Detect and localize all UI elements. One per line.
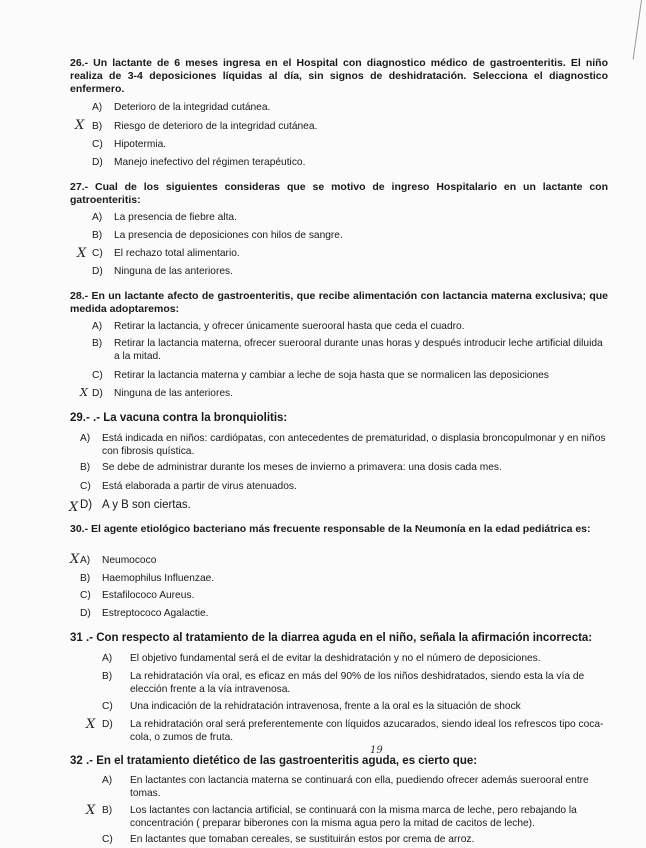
option-text: Ninguna de las anteriores. bbox=[114, 266, 233, 277]
option-text: Riesgo de deterioro de la integridad cutánea. bbox=[114, 121, 318, 132]
option-text: Una indicación de la rehidratación intravenosa, frente a la oral es la situación de shock bbox=[130, 701, 521, 712]
q29-option-a bbox=[80, 433, 608, 458]
option-letter: B) bbox=[80, 462, 91, 473]
option-text: Deterioro de la integridad cutánea. bbox=[114, 102, 271, 113]
option-letter: C) bbox=[102, 834, 113, 845]
option-letter: A) bbox=[92, 321, 103, 332]
option-letter: B) bbox=[92, 230, 103, 241]
option-text: El rechazo total alimentario. bbox=[114, 248, 240, 259]
option-letter: D) bbox=[80, 499, 93, 511]
option-letter: D) bbox=[92, 388, 103, 399]
option-text: La presencia de deposiciones con hilos de sangre. bbox=[114, 230, 343, 241]
q29-option-d bbox=[80, 499, 608, 512]
option-text: Retirar la lactancia, y ofrecer únicamente suerooral hasta que ceda el cuadro. bbox=[114, 321, 465, 332]
option-text: Estafilococo Aureus. bbox=[102, 590, 195, 601]
question-30: 30.- El agente etiológico bacteriano más frecuente responsable de la Neumonía en la edad pediátrica es: bbox=[70, 523, 591, 535]
q29-option-c bbox=[80, 481, 608, 494]
option-letter: A) bbox=[92, 212, 103, 223]
option-text: Retirar la lactancia materna y cambiar a leche de soja hasta que se normalicen las deposiciones bbox=[114, 370, 549, 381]
q28-option-d bbox=[92, 388, 604, 401]
option-text: La rehidratación vía oral, es eficaz en más del 90% de los niños deshidratados, siendo esta la vía de elección frente a la vía intravenosa. bbox=[130, 671, 585, 695]
option-text: Manejo inefectivo del régimen terapéutico. bbox=[114, 157, 306, 168]
option-letter: A) bbox=[80, 555, 91, 566]
option-letter: D) bbox=[80, 608, 91, 619]
option-letter: A) bbox=[80, 433, 91, 444]
option-text: A y B son ciertas. bbox=[102, 499, 191, 511]
option-letter: B) bbox=[92, 121, 103, 132]
q26-option-b bbox=[92, 121, 592, 134]
option-letter: B) bbox=[102, 671, 113, 682]
q26-option-c bbox=[92, 139, 592, 152]
q27-option-a bbox=[92, 212, 592, 225]
paper-edge bbox=[633, 0, 642, 59]
handwritten-x-mark: X bbox=[69, 500, 79, 515]
question-26: 26.- Un lactante de 6 meses ingresa en el Hospital con diagnostico médico de gastroenteritis. El niño realiza de 3-4 deposiciones líquidas al día, sin signos de deshidratación. Selecciona el diagnostico enfermero. bbox=[70, 57, 608, 95]
option-letter: C) bbox=[92, 248, 103, 259]
option-letter: C) bbox=[80, 481, 91, 492]
option-text: Hipotermia. bbox=[114, 139, 167, 150]
q28-option-b bbox=[92, 338, 604, 363]
option-text: Neumococo bbox=[102, 555, 157, 566]
option-text: La presencia de fiebre alta. bbox=[114, 212, 237, 223]
option-text: En lactantes con lactancia materna se continuará con ella, puediendo ofrecer además suerooral entre tomas. bbox=[130, 775, 589, 799]
option-text: Estreptococo Agalactie. bbox=[102, 608, 209, 619]
q26-option-d bbox=[92, 157, 592, 170]
option-letter: A) bbox=[102, 775, 113, 786]
option-text: Haemophilus Influenzae. bbox=[102, 573, 215, 584]
q31-option-b bbox=[102, 671, 608, 696]
option-letter: D) bbox=[92, 157, 103, 168]
option-letter: D) bbox=[102, 719, 113, 730]
option-text: Se debe de administrar durante los meses de invierno a primavera: una dosis cada mes. bbox=[102, 462, 502, 473]
option-text: La rehidratación oral será preferentemente con líquidos azucarados, siendo ideal los refrescos tipo coca-cola, o zumos de fruta. bbox=[130, 719, 604, 743]
q28-option-c bbox=[92, 370, 604, 383]
option-letter: B) bbox=[92, 338, 103, 349]
handwritten-x-mark: X bbox=[75, 118, 85, 133]
question-32: 32 .- En el tratamiento dietético de las gastroenteritis aguda, es cierto que: bbox=[70, 755, 478, 767]
handwritten-x-mark: X bbox=[86, 803, 96, 818]
q27-option-d bbox=[92, 266, 592, 279]
option-letter: C) bbox=[102, 701, 113, 712]
q31-option-d bbox=[102, 719, 608, 744]
option-letter: B) bbox=[102, 805, 113, 816]
option-letter: A) bbox=[92, 102, 103, 113]
option-letter: C) bbox=[92, 370, 103, 381]
q32-option-c bbox=[102, 834, 608, 847]
q29-option-b bbox=[80, 462, 608, 475]
option-text: Ninguna de las anteriores. bbox=[114, 388, 233, 399]
option-letter: A) bbox=[102, 653, 113, 664]
q30-option-d bbox=[80, 608, 608, 621]
option-text: Está elaborada a partir de virus atenuados. bbox=[102, 481, 297, 492]
handwritten-x-mark: X bbox=[77, 246, 87, 261]
option-letter: B) bbox=[80, 573, 91, 584]
q32-option-b bbox=[102, 805, 608, 830]
q32-option-a bbox=[102, 775, 608, 800]
question-29: 29.- .- La vacuna contra la bronquiolitis: bbox=[70, 412, 288, 424]
handwritten-note: 19 bbox=[370, 745, 383, 756]
handwritten-x-mark: X bbox=[86, 717, 96, 732]
q27-option-b bbox=[92, 230, 592, 243]
handwritten-x-mark: X bbox=[80, 386, 88, 399]
q26-option-a bbox=[92, 102, 592, 115]
q30-option-c bbox=[80, 590, 608, 603]
option-letter: C) bbox=[92, 139, 103, 150]
option-letter: D) bbox=[92, 266, 103, 277]
question-27: 27.- Cual de los siguientes consideras que se motivo de ingreso Hospitalario en un lactante con gatroenteritis: bbox=[70, 181, 608, 206]
q30-option-b bbox=[80, 573, 608, 586]
option-letter: C) bbox=[80, 590, 91, 601]
q31-option-a bbox=[102, 653, 608, 666]
option-text: Está indicada en niños: cardiópatas, con antecedentes de prematuridad, o displasia broncopulmonar y en niños con fibrosis quística. bbox=[102, 433, 606, 457]
q30-option-a bbox=[80, 555, 608, 568]
q28-option-a bbox=[92, 321, 604, 334]
q31-option-c bbox=[102, 701, 608, 714]
option-text: En lactantes que tomaban cereales, se sustituirán estos por crema de arroz. bbox=[130, 834, 475, 845]
question-28: 28.- En un lactante afecto de gastroenteritis, que recibe alimentación con lactancia materna exclusiva; que medida adoptaremos: bbox=[70, 290, 608, 315]
option-text: Retirar la lactancia materna, ofrecer suerooral durante unas horas y después introducir leche artificial diluida a la mitad. bbox=[114, 338, 603, 362]
question-31: 31 .- Con respecto al tratamiento de la diarrea aguda en el niño, señala la afirmación incorrecta: bbox=[70, 632, 593, 644]
handwritten-x-mark: X bbox=[70, 552, 80, 567]
option-text: El objetivo fundamental será el de evitar la deshidratación y no el número de deposiciones. bbox=[130, 653, 541, 664]
q27-option-c bbox=[92, 248, 592, 261]
option-text: Los lactantes con lactancia artificial, se continuará con la misma marca de leche, pero rebajando la concentración ( preparar biberones con la misma agua pero la mitad de cacitos de leche). bbox=[130, 805, 577, 829]
